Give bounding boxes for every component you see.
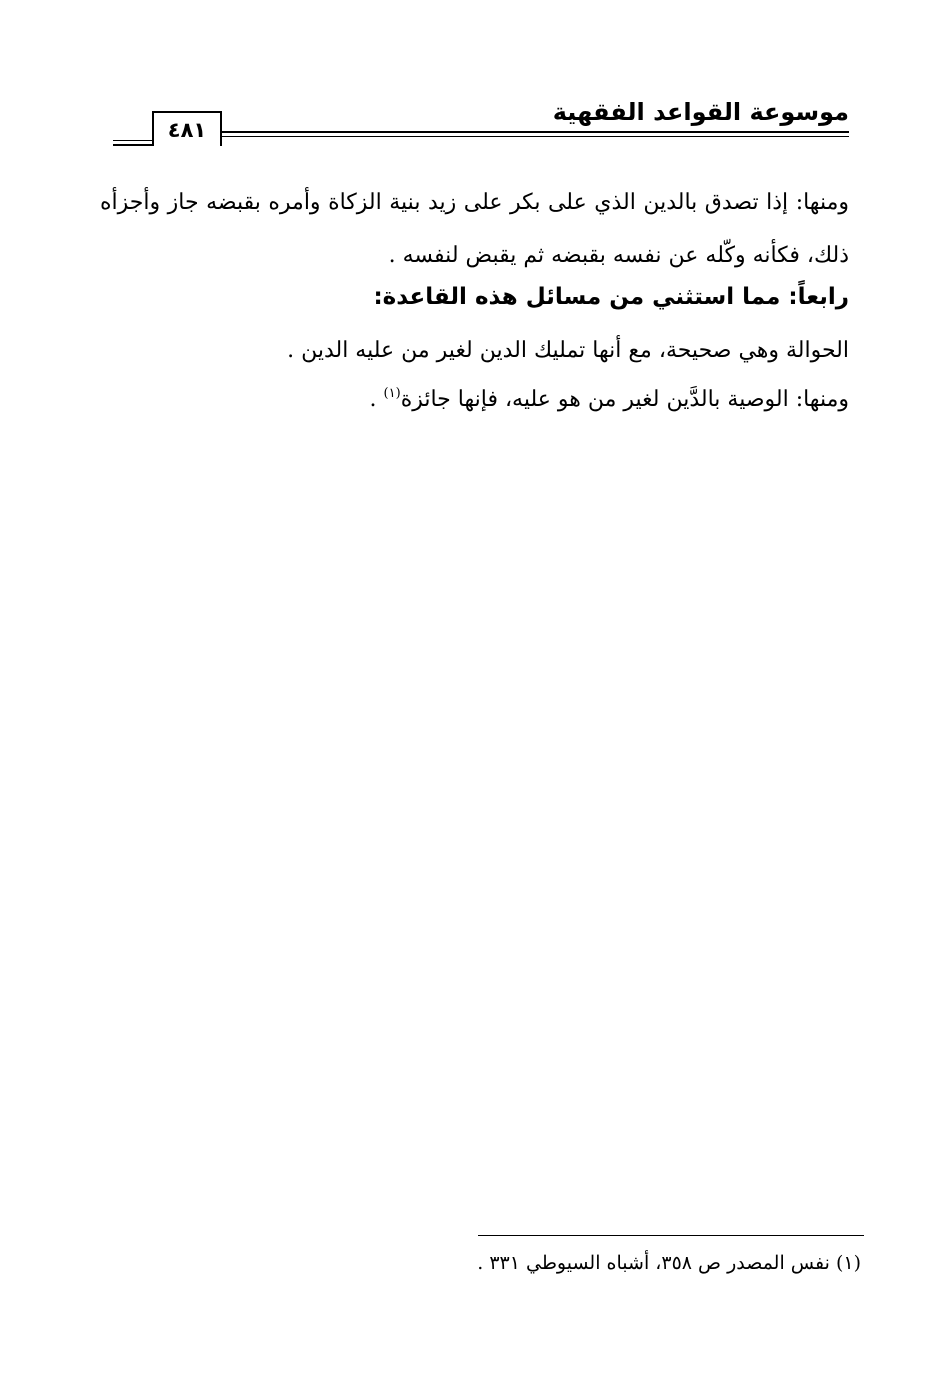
header-rule-left xyxy=(113,140,152,146)
exception-wasiyya-text: ومنها: الوصية بالدَّين لغير من هو عليه، فإنها جائزة xyxy=(400,387,849,412)
page-number: ٤٨١ xyxy=(152,111,222,146)
footnote-separator xyxy=(478,1235,864,1236)
paragraph-zakat-debt: ومنها: إذا تصدق بالدين الذي على بكر على زيد بنية الزكاة وأمره بقبضه جاز وأجزأه ذلك، فكأنه وكّله عن نفسه بقبضه ثم يقبض لنفسه . xyxy=(100,190,849,268)
book-title: موسوعة القواعد الفقهية xyxy=(552,98,849,126)
section-heading-exceptions: رابعاً: مما استثني من مسائل هذه القاعدة: xyxy=(373,284,849,310)
exception-wasiyya xyxy=(370,386,849,412)
footnote-1: (١) نفس المصدر ص ٣٥٨، أشباه السيوطي ٣٣١ . xyxy=(477,1252,861,1274)
exception-wasiyya-period: . xyxy=(369,387,384,412)
header-rule-right xyxy=(222,131,849,137)
footnote-reference: (١) xyxy=(383,386,401,401)
exception-hawala: الحوالة وهي صحيحة، مع أنها تمليك الدين لغير من عليه الدين . xyxy=(287,338,849,363)
